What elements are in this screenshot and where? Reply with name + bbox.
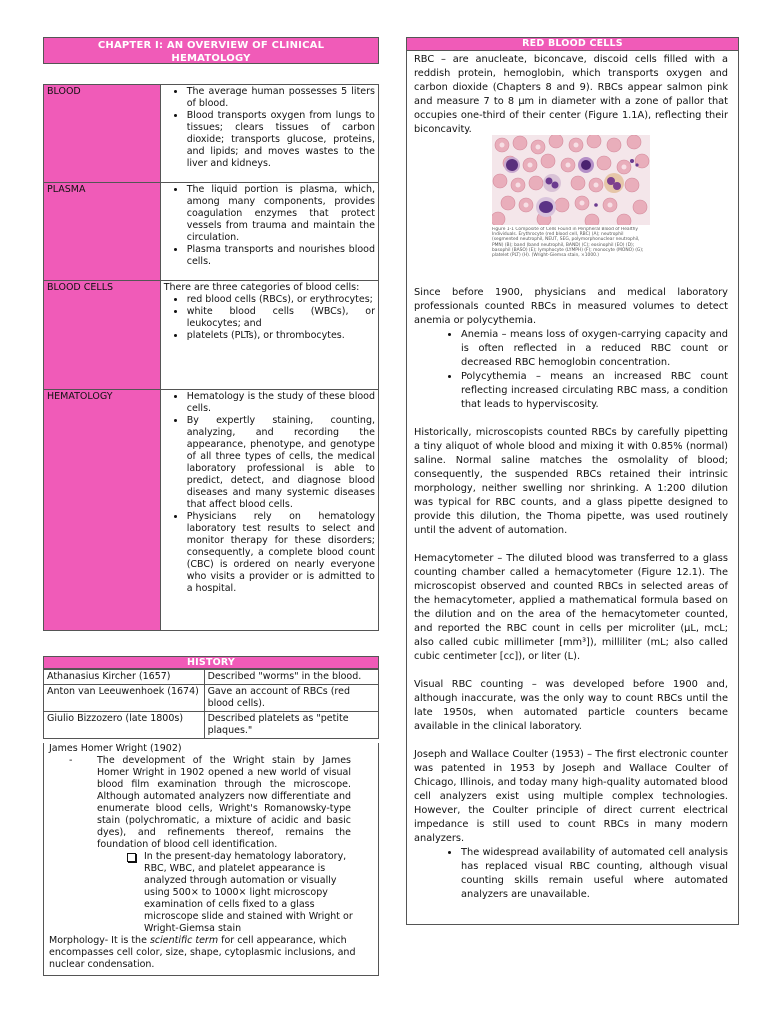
history-desc: Described "worms" in the blood. xyxy=(204,670,378,685)
list-item: • By expertly staining, counting, analyzing, and recording the appearance, phenotype, and genotype of all three types of cells, the medical laboratory professional is able to predict, detect, and diagnose blood diseases and many systemic diseases that affect blood cells. xyxy=(186,415,375,511)
list-item: • The average human possesses 5 liters of blood. xyxy=(186,86,375,110)
rbc-paragraph: Hemacytometer – The diluted blood was transferred to a glass counting chamber called a hemacytometer (Figure 12.1). The microscopist observed and counted RBCs in selected areas of the hemacytometer, applied a mathematical formula based on the dilution and on the area of the hemacytometer counted, and reported the RBC count in cells per microliter (µL, mcL; also called cubic millimeter [mm³]), milliliter (mL; also called cubic centimeter [cc]), or liter (L). xyxy=(414,553,728,662)
rbc-title xyxy=(406,37,739,51)
wright-box-text: In the present-day hematology laboratory, RBC, WBC, and platelet appearance is analyzed through automation or visually using 500× to 1000× light microscopy examination of cells fixed to a glass microscope slide and stained with Wright or Wright-Giemsa stain xyxy=(144,851,353,934)
history-desc: Gave an account of RBCs (red blood cells). xyxy=(204,685,378,712)
rbc-intro: RBC – are anucleate, biconcave, discoid cells filled with a reddish protein, hemoglobin, which transports oxygen and carbon dioxide (Chapters 8 and 9). RBCs appear salmon pink and measure 7 to 8 µm in diameter with a zone of pallor that occupies one-third of their center (Figure 1.1A), reflecting their biconcavity. xyxy=(414,54,728,135)
history-name: Anton van Leeuwenhoek (1674) xyxy=(44,685,205,712)
list-item: • Physicians rely on hematology laboratory test results to select and monitor therapy for these disorders; consequently, a complete blood count (CBC) is ordered on nearly everyone who visits a provider or is admitted to a hospital. xyxy=(186,511,375,595)
dash-marker: - xyxy=(69,755,73,766)
blood-smear-figure xyxy=(492,135,650,270)
history-name: Giulio Bizzozero (late 1800s) xyxy=(44,712,205,739)
row-content xyxy=(160,281,378,390)
row-intro: There are three categories of blood cells: xyxy=(163,282,360,293)
checkbox-icon xyxy=(127,853,136,862)
row-label: PLASMA xyxy=(44,183,161,281)
list-item: • Blood transports oxygen from lungs to tissues; clears tissues of carbon dioxide; transports glucose, proteins, and lipids; and moves wastes to the liver and kidneys. xyxy=(186,110,375,170)
list-item: • red blood cells (RBCs), or erythrocytes; xyxy=(186,294,375,306)
rbc-paragraph: Joseph and Wallace Coulter (1953) – The first electronic counter was patented in 1953 by Joseph and Wallace Coulter of Chicago, Illinois, and today many high-quality automated blood cell analyzers exist using multiple complex technologies. However, the Coulter principle of direct current electrical impedance is still used to count RBCs in many modern analyzers. xyxy=(414,749,728,844)
wright-section xyxy=(43,743,379,976)
wright-dash-item xyxy=(49,755,373,851)
rbc-paragraph: Visual RBC counting – was developed before 1900 and, although inaccurate, was the only way to count RBCs until the late 1950s, when automated particle counters became available in the clinical laboratory. xyxy=(414,679,728,732)
list-item: • platelets (PLTs), or thrombocytes. xyxy=(186,330,375,342)
table-row xyxy=(44,712,379,739)
spacer xyxy=(414,538,728,552)
bullet-list xyxy=(164,391,375,595)
row-content xyxy=(160,85,378,183)
history-table xyxy=(43,669,379,739)
bullet-list xyxy=(414,846,728,902)
morphology-text xyxy=(49,935,373,971)
list-item: • Plasma transports and nourishes blood cells. xyxy=(186,244,375,268)
history-title xyxy=(43,656,379,669)
morphology-part: for cell appearance, which encompasses cell color, size, shape, cytoplasmic inclusions, and nuclear condensation. xyxy=(49,935,356,970)
figure-caption: Figure 1-1 Composite of Cells Found in Peripheral Blood of Healthy Individuals. Erythrocyte (red blood cell, RBC) (A); neutrophil (segmented neutrophil, NEUT, SEG, polymorphonuclear neutrophil, PMN) (B); band (band neutrophil, BAND) (C); eosinophil (EO) (D); basophil (BASO) (E); lymphocyte (LYMPH) (F); monocyte (MONO) (G); platelet (PLT) (H). (Wright-Giemsa stain, ×1000.) xyxy=(492,227,644,259)
row-label: HEMATOLOGY xyxy=(44,390,161,631)
blood-smear-image xyxy=(492,135,650,225)
bullet-list xyxy=(414,328,728,412)
spacer xyxy=(414,734,728,748)
bullet-list xyxy=(164,294,375,342)
table-row xyxy=(44,685,379,712)
wright-dash-text: The development of the Wright stain by James Homer Wright in 1902 opened a new world of visual blood film examination through the microscope. Although automated analyzers now differentiate and enumerate blood cells, Wright's Romanowsky-type stain (polychromatic, a mixture of acidic and basic dyes), and refinements thereof, remains the foundation of blood cell identification. xyxy=(97,755,351,850)
bullet-list xyxy=(164,86,375,170)
table-row xyxy=(44,183,379,281)
history-desc: Described platelets as "petite plaques." xyxy=(204,712,378,739)
table-row xyxy=(44,281,379,390)
table-row xyxy=(44,85,379,183)
rbc-paragraph: Historically, microscopists counted RBCs by carefully pipetting a tiny aliquot of whole blood and mixing it with 0.85% (normal) saline. Normal saline matches the osmolality of blood; consequently, the suspended RBCs retained their intrinsic morphology, neither swelling nor shrinking. A 1:200 dilution was typical for RBC counts, and a glass pipette designed to provide this dilution, the Thoma pipette, was used routinely until the advent of automation. xyxy=(414,427,728,536)
list-item: • Hematology is the study of these blood cells. xyxy=(186,391,375,415)
row-content xyxy=(160,183,378,281)
table-row xyxy=(44,670,379,685)
list-item: • Polycythemia – means an increased RBC count reflecting increased circulating RBC mass, a condition that leads to hyperviscosity. xyxy=(460,370,728,412)
rbc-title-text: RED BLOOD CELLS xyxy=(522,38,623,49)
morphology-part: Morphology- It is the xyxy=(49,935,150,946)
list-item: • Anemia – means loss of oxygen-carrying capacity and is often reflected in a reduced RBC count or decreased RBC hemoglobin concentration. xyxy=(460,328,728,370)
history-name: Athanasius Kircher (1657) xyxy=(44,670,205,685)
row-content xyxy=(160,390,378,631)
row-label: BLOOD xyxy=(44,85,161,183)
bullet-list xyxy=(164,184,375,268)
wright-box-item xyxy=(49,851,373,935)
overview-table xyxy=(43,84,379,631)
table-row xyxy=(44,390,379,631)
chapter-title-text: CHAPTER I: AN OVERVIEW OF CLINICAL HEMATOLOGY xyxy=(97,40,325,64)
morphology-emphasis: scientific term xyxy=(149,935,219,946)
history-title-text: HISTORY xyxy=(187,657,235,668)
list-item: • white blood cells (WBCs), or leukocytes; and xyxy=(186,306,375,330)
list-item: • The widespread availability of automated cell analysis has replaced visual RBC counting, although visual counting skills remain useful where automated analyzers are unavailable. xyxy=(460,846,728,902)
chapter-title xyxy=(43,37,379,64)
spacer xyxy=(414,664,728,678)
row-label: BLOOD CELLS xyxy=(44,281,161,390)
rbc-paragraph: Since before 1900, physicians and medical laboratory professionals counted RBCs in measured volumes to detect anemia or polycythemia. xyxy=(414,287,728,326)
wright-title: James Homer Wright (1902) xyxy=(49,743,182,754)
spacer xyxy=(414,412,728,426)
list-item: • The liquid portion is plasma, which, among many components, provides coagulation enzymes that protect vessels from trauma and maintain the circulation. xyxy=(186,184,375,244)
